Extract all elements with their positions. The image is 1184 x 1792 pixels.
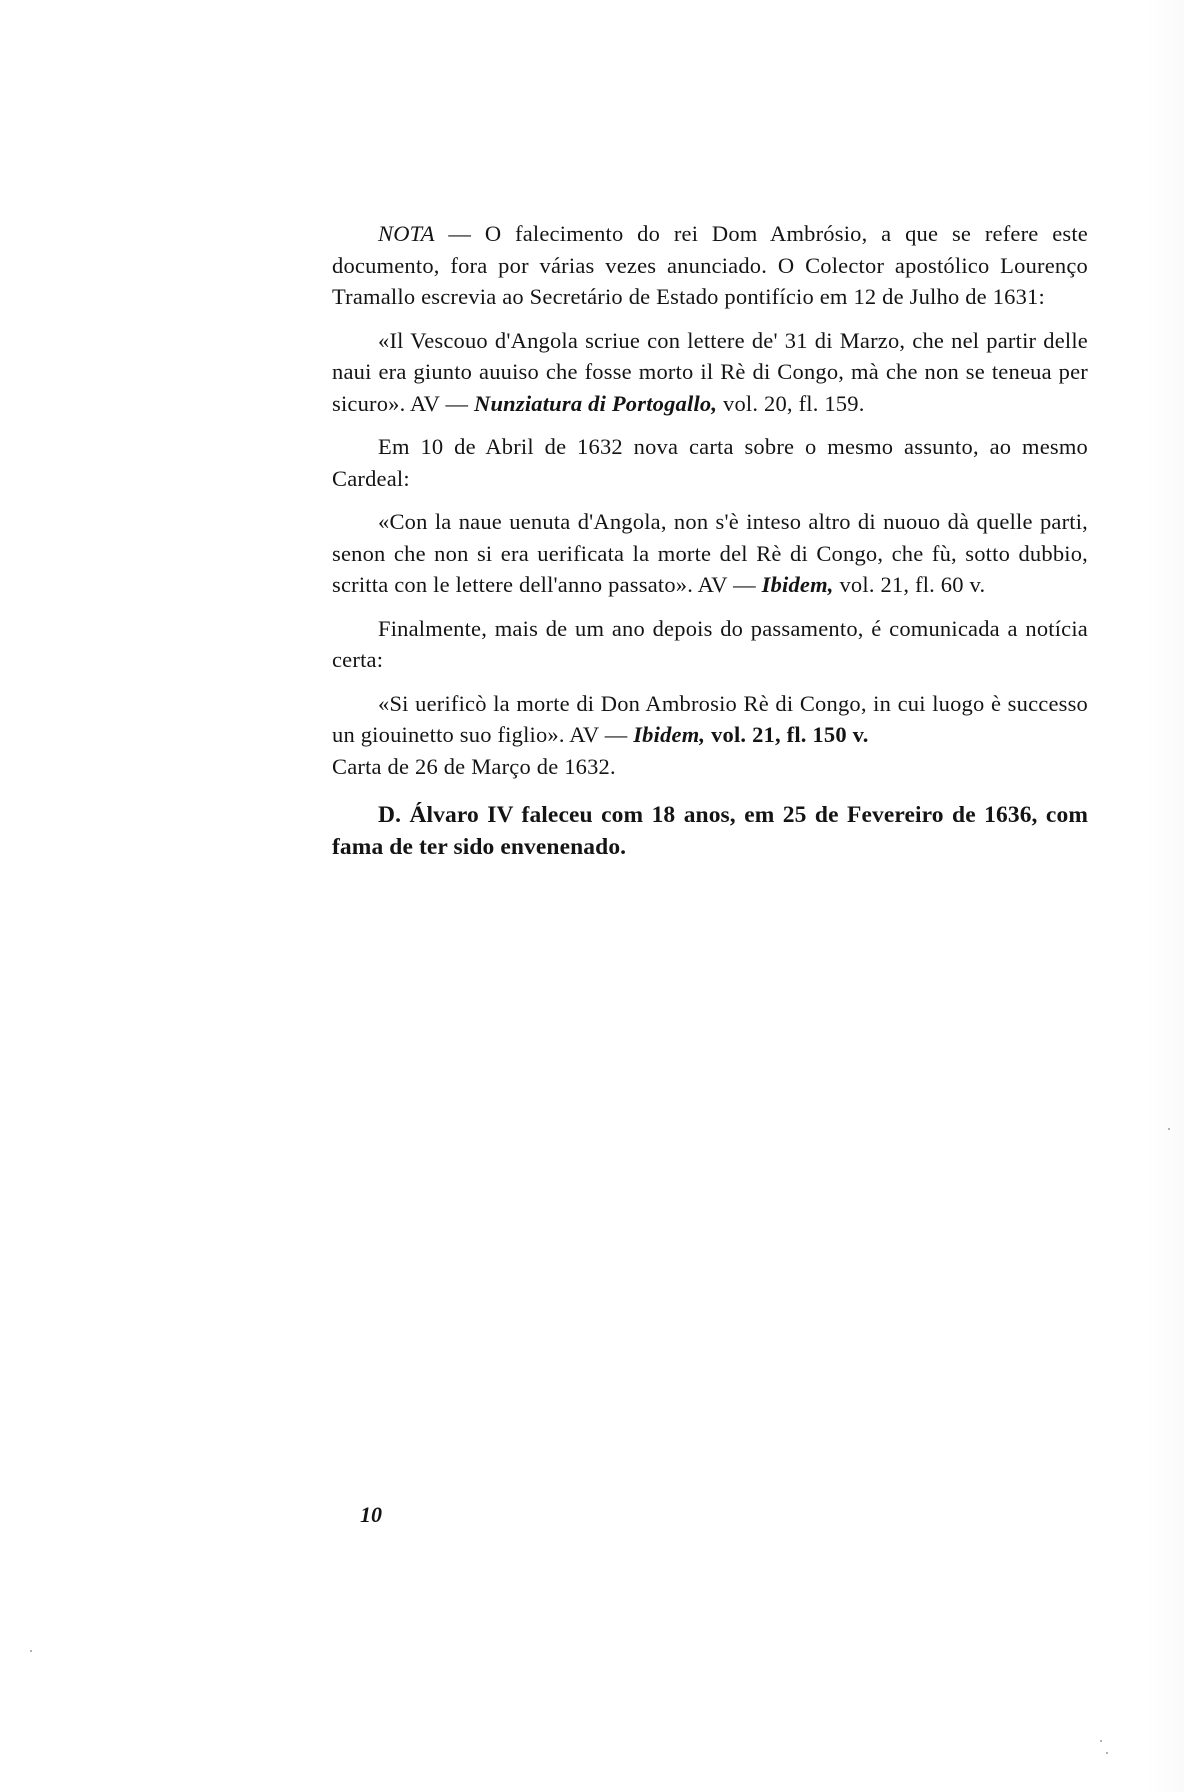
- quote-vescouo-ref: vol. 20, fl. 159.: [717, 390, 865, 416]
- nota-label: NOTA: [378, 221, 435, 246]
- scan-speck: [1168, 1128, 1170, 1130]
- paragraph-finalmente: Finalmente, mais de um ano depois do passamento, é comunicada a notícia certa:: [332, 615, 1088, 672]
- quote-naue-source: Ibidem,: [761, 572, 834, 597]
- scan-speck: [30, 1650, 32, 1652]
- quote-naue-text: «Con la naue uenuta d'Angola, non s'è inteso altro di nuouo dà quelle parti, senon che non si era uerificata la morte del Rè di Congo, che fù, sotto dubbio, scritta con le lettere dell'anno passato». AV —: [332, 509, 1088, 597]
- paragraph-abril: Em 10 de Abril de 1632 nova carta sobre o mesmo assunto, ao mesmo Cardeal:: [332, 434, 1088, 491]
- quote-uerifico: [332, 688, 1088, 783]
- paragraph-nota-text: — O falecimento do rei Dom Ambrósio, a que se refere este documento, fora por várias vezes anunciado. O Colector apostólico Lourenço Tramallo escrevia ao Secretário de Estado pontifício em 12 de Julho de 1631:: [332, 221, 1088, 309]
- quote-vescouo: [332, 325, 1088, 420]
- paragraph-nota: [332, 218, 1088, 313]
- quote-uerifico-ref: vol. 21, fl. 150 v.: [705, 722, 869, 747]
- note-text-block: [332, 218, 1088, 863]
- scan-speck: [1100, 1740, 1102, 1742]
- quote-uerifico-source: Ibidem,: [633, 722, 706, 747]
- scan-speck: [1106, 1752, 1108, 1754]
- quote-vescouo-text: «Il Vescouo d'Angola scriue con lettere de' 31 di Marzo, che nel partir delle naui era giunto auuiso che fosse morto il Rè di Congo, mà che non se teneua per sicuro». AV —: [332, 327, 1088, 416]
- page-number: 10: [360, 1502, 382, 1527]
- paragraph-alvaro: D. Álvaro IV faleceu com 18 anos, em 25 de Fevereiro de 1636, com fama de ter sido envenenado.: [332, 802, 1088, 860]
- quote-naue: [332, 506, 1088, 601]
- quote-naue-ref: vol. 21, fl. 60 v.: [833, 572, 986, 597]
- quote-uerifico-date: Carta de 26 de Março de 1632.: [332, 753, 616, 779]
- quote-uerifico-text: «Si uerificò la morte di Don Ambrosio Rè di Congo, in cui luogo è successo un giouinetto suo figlio». AV —: [332, 690, 1088, 747]
- scan-edge-shading: [1144, 0, 1184, 1792]
- quote-vescouo-source: Nunziatura di Portogallo,: [474, 390, 718, 416]
